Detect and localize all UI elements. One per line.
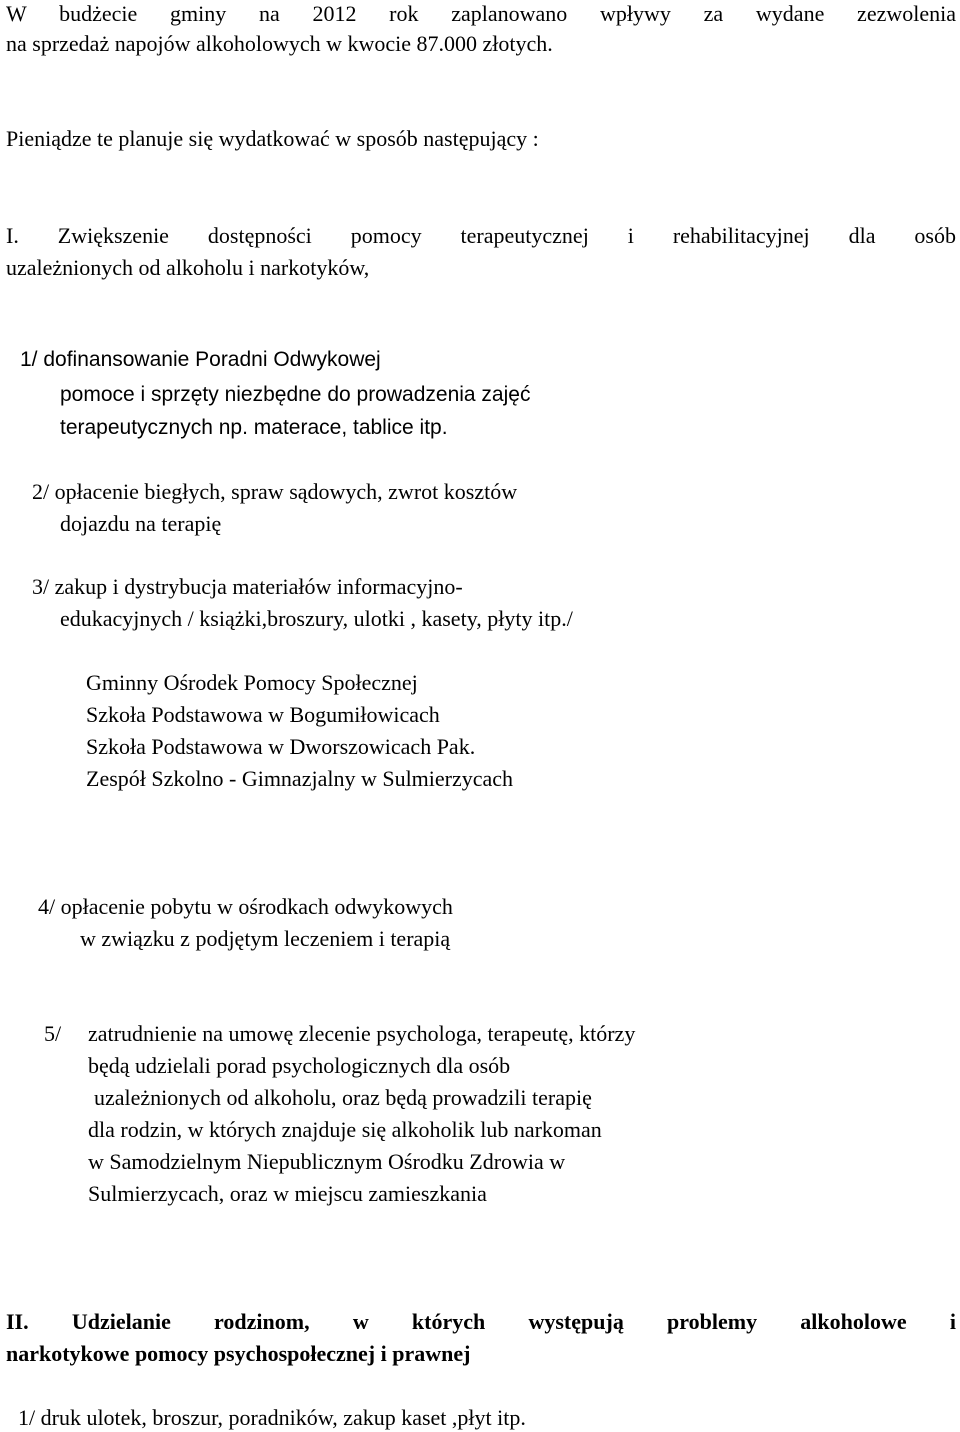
item-3-line-1: 3/ zakup i dystrybucja materiałów informacyjno- [32,574,463,599]
intro-line-3: Pieniądze te planuje się wydatkować w sposób następujący : [6,126,539,151]
intro-line-2: na sprzedaż napojów alkoholowych w kwocie 87.000 złotych. [6,31,553,56]
intro-line-1: W budżecie gminy na 2012 rok zaplanowano wpływy za wydane zezwolenia [6,1,956,26]
section-2-item-1: 1/ druk ulotek, broszur, poradników, zakup kaset ,płyt itp. [18,1405,526,1430]
item-4-line-1: 4/ opłacenie pobytu w ośrodkach odwykowych [38,894,453,919]
institution-list-item: Szkoła Podstawowa w Bogumiłowicach [86,702,440,727]
item-2-line-2: dojazdu na terapię [60,511,222,536]
section-2-heading-line-2: narkotykowe pomocy psychospołecznej i prawnej [6,1341,471,1366]
item-3-line-2: edukacyjnych / książki,broszury, ulotki , kasety, płyty itp./ [60,606,573,631]
section-1-heading-line-2: uzależnionych od alkoholu i narkotyków, [6,255,370,280]
institution-list-item: Szkoła Podstawowa w Dworszowicach Pak. [86,734,476,759]
item-1-line-3: terapeutycznych np. materace, tablice itp. [60,416,448,439]
section-2-heading-line-1: II. Udzielanie rodzinom, w których występują problemy alkoholowe i [6,1309,956,1334]
item-5-line-1: zatrudnienie na umowę zlecenie psychologa, terapeutę, którzy [88,1021,636,1046]
item-4-line-2: w związku z podjętym leczeniem i terapią [80,926,451,951]
institution-list-item: Zespół Szkolno - Gimnazjalny w Sulmierzycach [86,766,514,791]
item-5-number: 5/ [44,1021,62,1046]
item-5-line-3: uzależnionych od alkoholu, oraz będą prowadzili terapię [94,1085,592,1110]
item-5-line-2: będą udzielali porad psychologicznych dla osób [88,1053,511,1078]
item-1-line-1: 1/ dofinansowanie Poradni Odwykowej [20,348,381,371]
item-2-line-1: 2/ opłacenie biegłych, spraw sądowych, zwrot kosztów [32,479,518,504]
item-1-line-2: pomoce i sprzęty niezbędne do prowadzenia zajęć [60,383,531,406]
item-5-line-4: dla rodzin, w których znajduje się alkoholik lub narkoman [88,1117,602,1142]
item-5-line-5: w Samodzielnym Niepublicznym Ośrodku Zdrowia w [88,1149,566,1174]
item-5-line-6: Sulmierzycach, oraz w miejscu zamieszkania [88,1181,487,1206]
section-1-heading-line-1: I. Zwiększenie dostępności pomocy terapeutycznej i rehabilitacyjnej dla osób [6,223,956,248]
institution-list-item: Gminny Ośrodek Pomocy Społecznej [86,670,418,695]
